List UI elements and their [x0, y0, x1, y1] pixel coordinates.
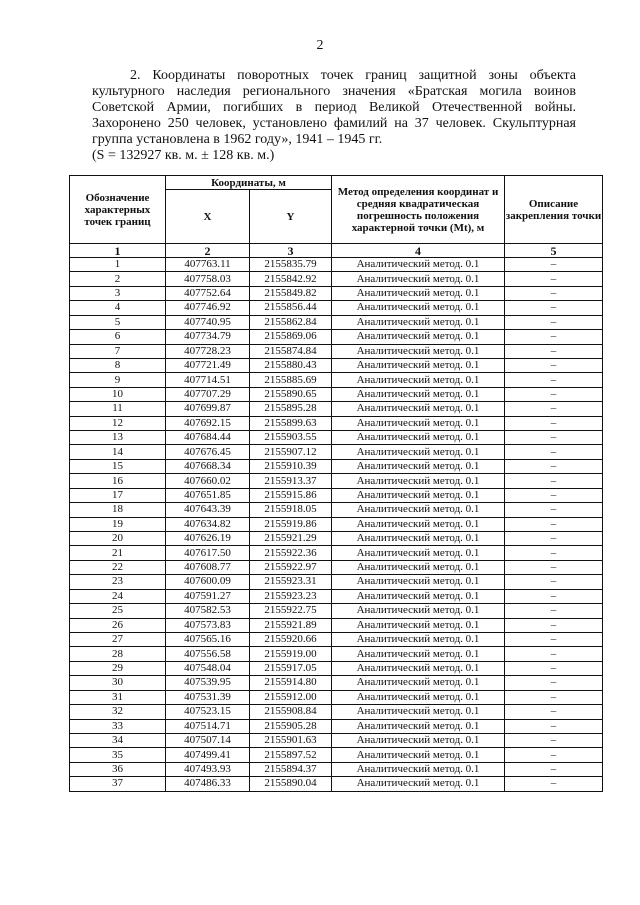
- point-number-cell: 8: [70, 358, 166, 372]
- method-cell: Аналитический метод. 0.1: [332, 459, 505, 473]
- y-coordinate-cell: 2155915.86: [250, 488, 332, 502]
- y-coordinate-cell: 2155912.00: [250, 690, 332, 704]
- x-coordinate-cell: 407608.77: [166, 560, 250, 574]
- point-number-cell: 31: [70, 690, 166, 704]
- x-coordinate-cell: 407728.23: [166, 344, 250, 358]
- table-row: [70, 503, 603, 517]
- fixing-cell: –: [505, 431, 603, 445]
- fixing-cell: –: [505, 661, 603, 675]
- point-number-cell: 22: [70, 560, 166, 574]
- point-number-cell: 6: [70, 330, 166, 344]
- x-coordinate-cell: 407591.27: [166, 589, 250, 603]
- method-cell: Аналитический метод. 0.1: [332, 315, 505, 329]
- fixing-cell: –: [505, 560, 603, 574]
- y-coordinate-cell: 2155862.84: [250, 315, 332, 329]
- table-row: [70, 661, 603, 675]
- method-cell: Аналитический метод. 0.1: [332, 589, 505, 603]
- x-coordinate-cell: 407539.95: [166, 676, 250, 690]
- point-number-cell: 20: [70, 532, 166, 546]
- table-row: [70, 474, 603, 488]
- table-row: [70, 258, 603, 272]
- point-number-cell: 24: [70, 589, 166, 603]
- table-row: [70, 330, 603, 344]
- point-number-cell: 3: [70, 286, 166, 300]
- table-row: [70, 560, 603, 574]
- column-number: 2: [166, 244, 250, 258]
- fixing-cell: –: [505, 748, 603, 762]
- point-number-cell: 26: [70, 618, 166, 632]
- point-number-cell: 12: [70, 416, 166, 430]
- fixing-cell: –: [505, 474, 603, 488]
- x-coordinate-cell: 407721.49: [166, 358, 250, 372]
- method-cell: Аналитический метод. 0.1: [332, 777, 505, 791]
- fixing-cell: –: [505, 258, 603, 272]
- point-number-cell: 34: [70, 733, 166, 747]
- y-coordinate-cell: 2155842.92: [250, 272, 332, 286]
- point-number-cell: 5: [70, 315, 166, 329]
- point-number-cell: 15: [70, 459, 166, 473]
- fixing-cell: –: [505, 416, 603, 430]
- x-coordinate-cell: 407582.53: [166, 604, 250, 618]
- y-coordinate-cell: 2155901.63: [250, 733, 332, 747]
- x-coordinate-cell: 407523.15: [166, 705, 250, 719]
- y-coordinate-cell: 2155923.31: [250, 575, 332, 589]
- x-coordinate-cell: 407699.87: [166, 402, 250, 416]
- table-row: [70, 344, 603, 358]
- y-coordinate-cell: 2155908.84: [250, 705, 332, 719]
- method-cell: Аналитический метод. 0.1: [332, 546, 505, 560]
- x-coordinate-cell: 407617.50: [166, 546, 250, 560]
- intro-text: 2. Координаты поворотных точек границ защитной зоны объекта культурного наследия регионального значения «Братская могила воинов Советской Армии, погибших в период Великой Отечественной войны. Захоронено 250 человек, установлено фамилий на 37 человек. Скульптурная группа установлена в 1962 году», 1941 – 1945 гг.: [92, 68, 576, 147]
- fixing-cell: –: [505, 705, 603, 719]
- point-number-cell: 35: [70, 748, 166, 762]
- method-cell: Аналитический метод. 0.1: [332, 690, 505, 704]
- y-coordinate-cell: 2155895.28: [250, 402, 332, 416]
- method-cell: Аналитический метод. 0.1: [332, 604, 505, 618]
- y-coordinate-cell: 2155921.29: [250, 532, 332, 546]
- method-cell: Аналитический метод. 0.1: [332, 286, 505, 300]
- table-row: [70, 286, 603, 300]
- fixing-cell: –: [505, 589, 603, 603]
- table-row: [70, 402, 603, 416]
- y-coordinate-cell: 2155922.36: [250, 546, 332, 560]
- table-row: [70, 301, 603, 315]
- method-cell: Аналитический метод. 0.1: [332, 532, 505, 546]
- fixing-cell: –: [505, 575, 603, 589]
- method-cell: Аналитический метод. 0.1: [332, 373, 505, 387]
- fixing-cell: –: [505, 373, 603, 387]
- x-coordinate-cell: 407507.14: [166, 733, 250, 747]
- fixing-cell: –: [505, 286, 603, 300]
- point-number-cell: 19: [70, 517, 166, 531]
- y-coordinate-cell: 2155880.43: [250, 358, 332, 372]
- table-row: [70, 618, 603, 632]
- method-cell: Аналитический метод. 0.1: [332, 488, 505, 502]
- fixing-cell: –: [505, 647, 603, 661]
- x-coordinate-cell: 407763.11: [166, 258, 250, 272]
- fixing-cell: –: [505, 719, 603, 733]
- method-cell: Аналитический метод. 0.1: [332, 358, 505, 372]
- x-coordinate-cell: 407634.82: [166, 517, 250, 531]
- header-y: Y: [250, 190, 332, 244]
- method-cell: Аналитический метод. 0.1: [332, 344, 505, 358]
- x-coordinate-cell: 407499.41: [166, 748, 250, 762]
- fixing-cell: –: [505, 402, 603, 416]
- method-cell: Аналитический метод. 0.1: [332, 402, 505, 416]
- fixing-cell: –: [505, 488, 603, 502]
- point-number-cell: 36: [70, 762, 166, 776]
- table-row: [70, 777, 603, 791]
- y-coordinate-cell: 2155922.75: [250, 604, 332, 618]
- fixing-cell: –: [505, 387, 603, 401]
- table-row: [70, 517, 603, 531]
- method-cell: Аналитический метод. 0.1: [332, 575, 505, 589]
- table-row: [70, 575, 603, 589]
- table-row: [70, 431, 603, 445]
- point-number-cell: 33: [70, 719, 166, 733]
- table-row: [70, 445, 603, 459]
- x-coordinate-cell: 407746.92: [166, 301, 250, 315]
- x-coordinate-cell: 407493.93: [166, 762, 250, 776]
- x-coordinate-cell: 407676.45: [166, 445, 250, 459]
- y-coordinate-cell: 2155913.37: [250, 474, 332, 488]
- point-number-cell: 37: [70, 777, 166, 791]
- point-number-cell: 17: [70, 488, 166, 502]
- fixing-cell: –: [505, 344, 603, 358]
- y-coordinate-cell: 2155894.37: [250, 762, 332, 776]
- table-row: [70, 733, 603, 747]
- method-cell: Аналитический метод. 0.1: [332, 560, 505, 574]
- method-cell: Аналитический метод. 0.1: [332, 416, 505, 430]
- table-row: [70, 719, 603, 733]
- point-number-cell: 13: [70, 431, 166, 445]
- method-cell: Аналитический метод. 0.1: [332, 258, 505, 272]
- method-cell: Аналитический метод. 0.1: [332, 301, 505, 315]
- table-row: [70, 387, 603, 401]
- fixing-cell: –: [505, 503, 603, 517]
- table-row: [70, 589, 603, 603]
- table-row: [70, 315, 603, 329]
- method-cell: Аналитический метод. 0.1: [332, 748, 505, 762]
- table-row: [70, 647, 603, 661]
- column-number: 1: [70, 244, 166, 258]
- point-number-cell: 29: [70, 661, 166, 675]
- method-cell: Аналитический метод. 0.1: [332, 647, 505, 661]
- y-coordinate-cell: 2155890.04: [250, 777, 332, 791]
- header-point-designation: Обозначение характерных точек границ: [70, 176, 166, 244]
- table-row: [70, 358, 603, 372]
- method-cell: Аналитический метод. 0.1: [332, 272, 505, 286]
- column-number: 5: [505, 244, 603, 258]
- method-cell: Аналитический метод. 0.1: [332, 719, 505, 733]
- x-coordinate-cell: 407758.03: [166, 272, 250, 286]
- x-coordinate-cell: 407692.15: [166, 416, 250, 430]
- method-cell: Аналитический метод. 0.1: [332, 632, 505, 646]
- x-coordinate-cell: 407573.83: [166, 618, 250, 632]
- fixing-cell: –: [505, 762, 603, 776]
- x-coordinate-cell: 407714.51: [166, 373, 250, 387]
- y-coordinate-cell: 2155922.97: [250, 560, 332, 574]
- point-number-cell: 23: [70, 575, 166, 589]
- x-coordinate-cell: 407651.85: [166, 488, 250, 502]
- table-row: [70, 546, 603, 560]
- y-coordinate-cell: 2155919.86: [250, 517, 332, 531]
- fixing-cell: –: [505, 301, 603, 315]
- method-cell: Аналитический метод. 0.1: [332, 733, 505, 747]
- column-number: 3: [250, 244, 332, 258]
- method-cell: Аналитический метод. 0.1: [332, 445, 505, 459]
- method-cell: Аналитический метод. 0.1: [332, 387, 505, 401]
- x-coordinate-cell: 407626.19: [166, 532, 250, 546]
- point-number-cell: 16: [70, 474, 166, 488]
- y-coordinate-cell: 2155869.06: [250, 330, 332, 344]
- method-cell: Аналитический метод. 0.1: [332, 705, 505, 719]
- x-coordinate-cell: 407668.34: [166, 459, 250, 473]
- fixing-cell: –: [505, 445, 603, 459]
- method-cell: Аналитический метод. 0.1: [332, 762, 505, 776]
- y-coordinate-cell: 2155885.69: [250, 373, 332, 387]
- page-number: 2: [316, 38, 324, 53]
- y-coordinate-cell: 2155917.05: [250, 661, 332, 675]
- fixing-cell: –: [505, 532, 603, 546]
- point-number-cell: 25: [70, 604, 166, 618]
- table-row: [70, 632, 603, 646]
- table-row: [70, 532, 603, 546]
- y-coordinate-cell: 2155914.80: [250, 676, 332, 690]
- table-row: [70, 690, 603, 704]
- table-row: [70, 676, 603, 690]
- fixing-cell: –: [505, 459, 603, 473]
- x-coordinate-cell: 407565.16: [166, 632, 250, 646]
- method-cell: Аналитический метод. 0.1: [332, 330, 505, 344]
- x-coordinate-cell: 407707.29: [166, 387, 250, 401]
- fixing-cell: –: [505, 618, 603, 632]
- y-coordinate-cell: 2155907.12: [250, 445, 332, 459]
- y-coordinate-cell: 2155897.52: [250, 748, 332, 762]
- intro-paragraph: [92, 68, 576, 164]
- fixing-cell: –: [505, 604, 603, 618]
- fixing-cell: –: [505, 546, 603, 560]
- point-number-cell: 10: [70, 387, 166, 401]
- point-number-cell: 27: [70, 632, 166, 646]
- y-coordinate-cell: 2155918.05: [250, 503, 332, 517]
- point-number-cell: 32: [70, 705, 166, 719]
- x-coordinate-cell: 407660.02: [166, 474, 250, 488]
- table-row: [70, 604, 603, 618]
- point-number-cell: 28: [70, 647, 166, 661]
- point-number-cell: 30: [70, 676, 166, 690]
- point-number-cell: 14: [70, 445, 166, 459]
- x-coordinate-cell: 407556.58: [166, 647, 250, 661]
- x-coordinate-cell: 407740.95: [166, 315, 250, 329]
- y-coordinate-cell: 2155910.39: [250, 459, 332, 473]
- y-coordinate-cell: 2155919.00: [250, 647, 332, 661]
- y-coordinate-cell: 2155835.79: [250, 258, 332, 272]
- x-coordinate-cell: 407752.64: [166, 286, 250, 300]
- point-number-cell: 2: [70, 272, 166, 286]
- x-coordinate-cell: 407643.39: [166, 503, 250, 517]
- table-row: [70, 748, 603, 762]
- fixing-cell: –: [505, 272, 603, 286]
- y-coordinate-cell: 2155856.44: [250, 301, 332, 315]
- y-coordinate-cell: 2155905.28: [250, 719, 332, 733]
- x-coordinate-cell: 407684.44: [166, 431, 250, 445]
- x-coordinate-cell: 407734.79: [166, 330, 250, 344]
- y-coordinate-cell: 2155890.65: [250, 387, 332, 401]
- fixing-cell: –: [505, 358, 603, 372]
- area-text: (S = 132927 кв. м. ± 128 кв. м.): [92, 148, 275, 163]
- table-row: [70, 272, 603, 286]
- point-number-cell: 18: [70, 503, 166, 517]
- method-cell: Аналитический метод. 0.1: [332, 503, 505, 517]
- method-cell: Аналитический метод. 0.1: [332, 676, 505, 690]
- method-cell: Аналитический метод. 0.1: [332, 431, 505, 445]
- table-row: [70, 416, 603, 430]
- x-coordinate-cell: 407514.71: [166, 719, 250, 733]
- method-cell: Аналитический метод. 0.1: [332, 517, 505, 531]
- table-row: [70, 459, 603, 473]
- column-number: 4: [332, 244, 505, 258]
- fixing-cell: –: [505, 517, 603, 531]
- column-number-row: [70, 244, 603, 258]
- point-number-cell: 21: [70, 546, 166, 560]
- fixing-cell: –: [505, 676, 603, 690]
- y-coordinate-cell: 2155921.89: [250, 618, 332, 632]
- y-coordinate-cell: 2155903.55: [250, 431, 332, 445]
- y-coordinate-cell: 2155899.63: [250, 416, 332, 430]
- coordinates-table: [69, 175, 603, 792]
- point-number-cell: 4: [70, 301, 166, 315]
- table-row: [70, 488, 603, 502]
- point-number-cell: 1: [70, 258, 166, 272]
- point-number-cell: 11: [70, 402, 166, 416]
- fixing-cell: –: [505, 315, 603, 329]
- header-fixing: Описание закрепления точки: [505, 176, 603, 244]
- point-number-cell: 7: [70, 344, 166, 358]
- point-number-cell: 9: [70, 373, 166, 387]
- y-coordinate-cell: 2155874.84: [250, 344, 332, 358]
- table-row: [70, 762, 603, 776]
- table-row: [70, 705, 603, 719]
- x-coordinate-cell: 407531.39: [166, 690, 250, 704]
- x-coordinate-cell: 407486.33: [166, 777, 250, 791]
- fixing-cell: –: [505, 777, 603, 791]
- table-row: [70, 373, 603, 387]
- method-cell: Аналитический метод. 0.1: [332, 474, 505, 488]
- fixing-cell: –: [505, 632, 603, 646]
- x-coordinate-cell: 407600.09: [166, 575, 250, 589]
- fixing-cell: –: [505, 733, 603, 747]
- y-coordinate-cell: 2155849.82: [250, 286, 332, 300]
- coordinates-table-body: [70, 258, 603, 792]
- fixing-cell: –: [505, 690, 603, 704]
- fixing-cell: –: [505, 330, 603, 344]
- x-coordinate-cell: 407548.04: [166, 661, 250, 675]
- method-cell: Аналитический метод. 0.1: [332, 618, 505, 632]
- y-coordinate-cell: 2155923.23: [250, 589, 332, 603]
- method-cell: Аналитический метод. 0.1: [332, 661, 505, 675]
- header-method: Метод определения координат и средняя квадратическая погрешность положения характерной точки (Mt), м: [332, 176, 505, 244]
- header-coordinates: Координаты, м: [166, 176, 332, 190]
- y-coordinate-cell: 2155920.66: [250, 632, 332, 646]
- header-x: X: [166, 190, 250, 244]
